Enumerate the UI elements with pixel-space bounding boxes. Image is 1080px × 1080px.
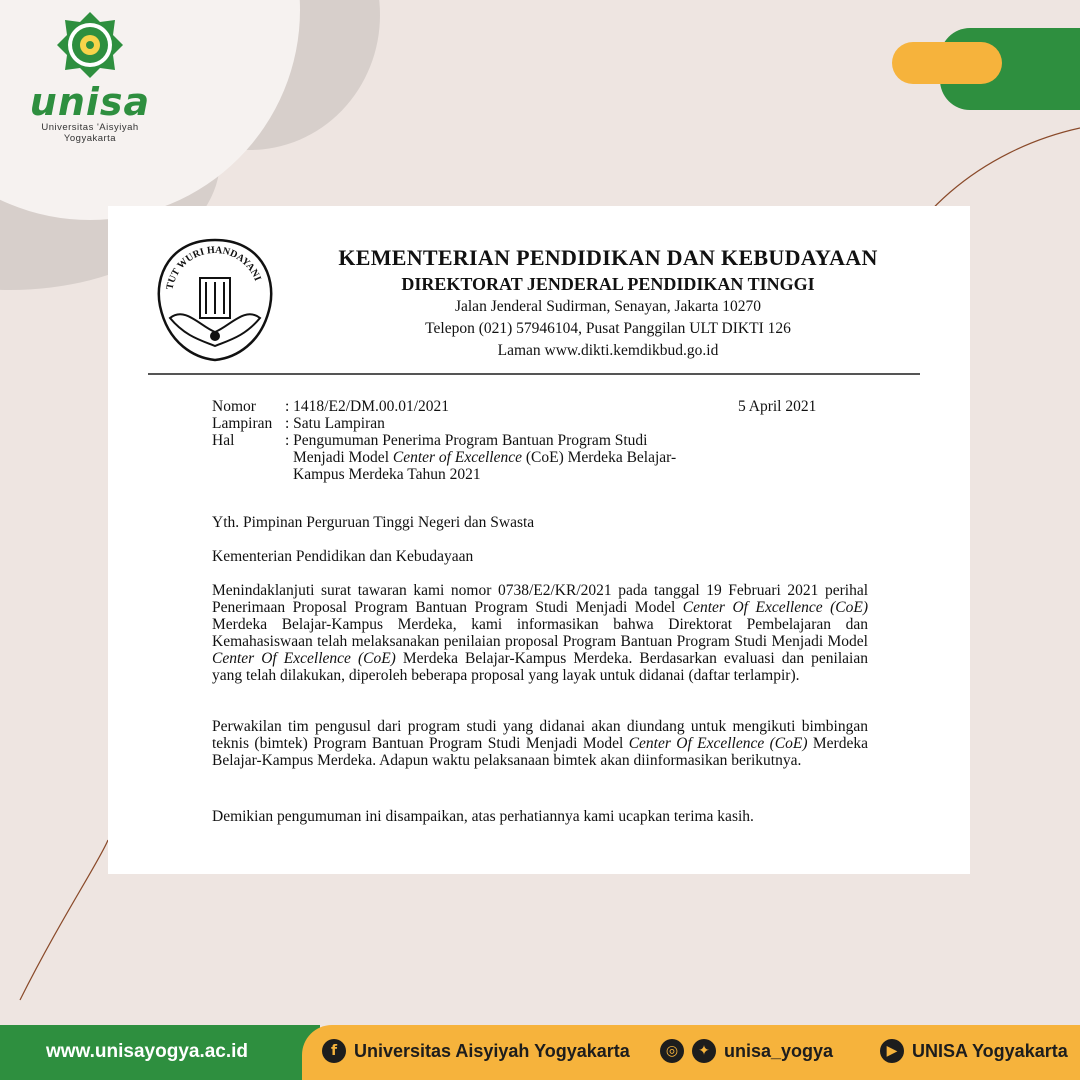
facebook-label: Universitas Aisyiyah Yogyakarta — [354, 1040, 630, 1061]
tut-wuri-handayani-emblem-icon — [150, 236, 280, 364]
letter-date: 5 April 2021 — [738, 398, 817, 415]
paragraph-2 — [212, 718, 868, 769]
unisa-logo — [20, 10, 160, 170]
youtube-label: UNISA Yogyakarta — [912, 1040, 1068, 1061]
logo-subtitle-line2: Yogyakarta — [63, 133, 117, 144]
letter-document — [108, 206, 970, 874]
subject-line-2 — [285, 449, 676, 466]
logo-wordmark: unisa — [29, 80, 151, 124]
subject-text: Menjadi Model — [293, 449, 393, 466]
instagram-icon: ◎ — [660, 1039, 684, 1063]
subject-text: (CoE) Merdeka Belajar- — [521, 449, 677, 466]
sender-line: Kementerian Pendidikan dan Kebudayaan — [212, 548, 474, 565]
footer-website-link[interactable]: www.unisayogya.ac.id — [46, 1041, 249, 1062]
emblem-motto: TUT WURI HANDAYANI — [164, 244, 263, 291]
social-handle-label: unisa_yogya — [724, 1040, 834, 1061]
footer-facebook-link[interactable] — [322, 1039, 630, 1063]
paragraph-italic: Center Of Excellence (CoE) — [628, 735, 808, 752]
paragraph-italic: Center Of Excellence (CoE) — [682, 599, 868, 616]
paragraph-text: Merdeka Belajar-Kampus Merdeka, kami informasikan bahwa Direktorat Pembelajaran dan Kemahasiswaan telah melaksanakan penilaian proposal Program Bantuan Program Studi Menjadi Model — [212, 616, 868, 650]
recipient-line: Yth. Pimpinan Perguruan Tinggi Negeri dan Swasta — [212, 514, 535, 531]
paragraph-text: Perwakilan tim pengusul dari program studi yang didanai akan diundang untuk mengikuti bimbingan teknis (bimtek) Program Bantuan Program Studi Menjadi Model — [212, 718, 868, 752]
paragraph-italic: Center Of Excellence (CoE) — [212, 650, 396, 667]
paragraph-1 — [212, 582, 868, 684]
footer-bar — [0, 1025, 1080, 1080]
paragraph-text: Merdeka Belajar-Kampus Merdeka. Adapun waktu pelaksanaan bimtek akan diinformasikan berikutnya. — [212, 735, 868, 769]
closing-line: Demikian pengumuman ini disampaikan, atas perhatiannya kami ucapkan terima kasih. — [212, 808, 754, 825]
meta-value: : Satu Lampiran — [285, 415, 385, 432]
unisa-emblem-icon — [55, 10, 125, 80]
phone-line: Telepon (021) 57946104, Pusat Panggilan ULT DIKTI 126 — [425, 320, 791, 337]
footer-social-link[interactable] — [660, 1039, 833, 1063]
directorate-title: DIREKTORAT JENDERAL PENDIDIKAN TINGGI — [401, 274, 815, 294]
meta-value: : 1418/E2/DM.00.01/2021 — [285, 398, 450, 415]
meta-row-lampiran — [212, 415, 832, 432]
logo-subtitle-line1: Universitas 'Aisyiyah — [41, 122, 139, 133]
paragraph-text: Merdeka Belajar-Kampus Merdeka. Berdasarkan evaluasi dan penilaian yang telah dilakukan, diperoleh beberapa proposal yang layak untuk didanai (daftar terlampir). — [212, 650, 868, 684]
meta-key: Hal — [212, 432, 235, 449]
subject-italic: Center of Excellence — [392, 449, 522, 466]
meta-row-hal — [212, 432, 832, 483]
ministry-title: KEMENTERIAN PENDIDIKAN DAN KEBUDAYAAN — [338, 245, 878, 270]
letterhead-text — [298, 244, 918, 362]
address-line: Jalan Jenderal Sudirman, Senayan, Jakarta 10270 — [454, 298, 762, 315]
letterhead-divider — [148, 373, 920, 375]
meta-value — [285, 432, 832, 483]
subject-line-1: : Pengumuman Penerima Program Bantuan Program Studi — [285, 432, 648, 449]
letterhead — [148, 220, 928, 370]
website-line: Laman www.dikti.kemdikbud.go.id — [497, 342, 719, 359]
footer-youtube-link[interactable] — [880, 1039, 1068, 1063]
twitter-icon: ✦ — [692, 1039, 716, 1063]
youtube-icon: ▶ — [880, 1039, 904, 1063]
accent-bar-yellow — [892, 42, 1002, 84]
paragraph-text: Menindaklanjuti surat tawaran kami nomor 0738/E2/KR/2021 pada tanggal 19 Februari 2021 perihal Penerimaan Proposal Program Bantuan Program Studi Menjadi Model — [212, 582, 868, 616]
facebook-icon: f — [322, 1039, 346, 1063]
meta-key: Nomor — [212, 398, 256, 415]
meta-key: Lampiran — [212, 415, 273, 432]
subject-line-3: Kampus Merdeka Tahun 2021 — [293, 466, 481, 483]
